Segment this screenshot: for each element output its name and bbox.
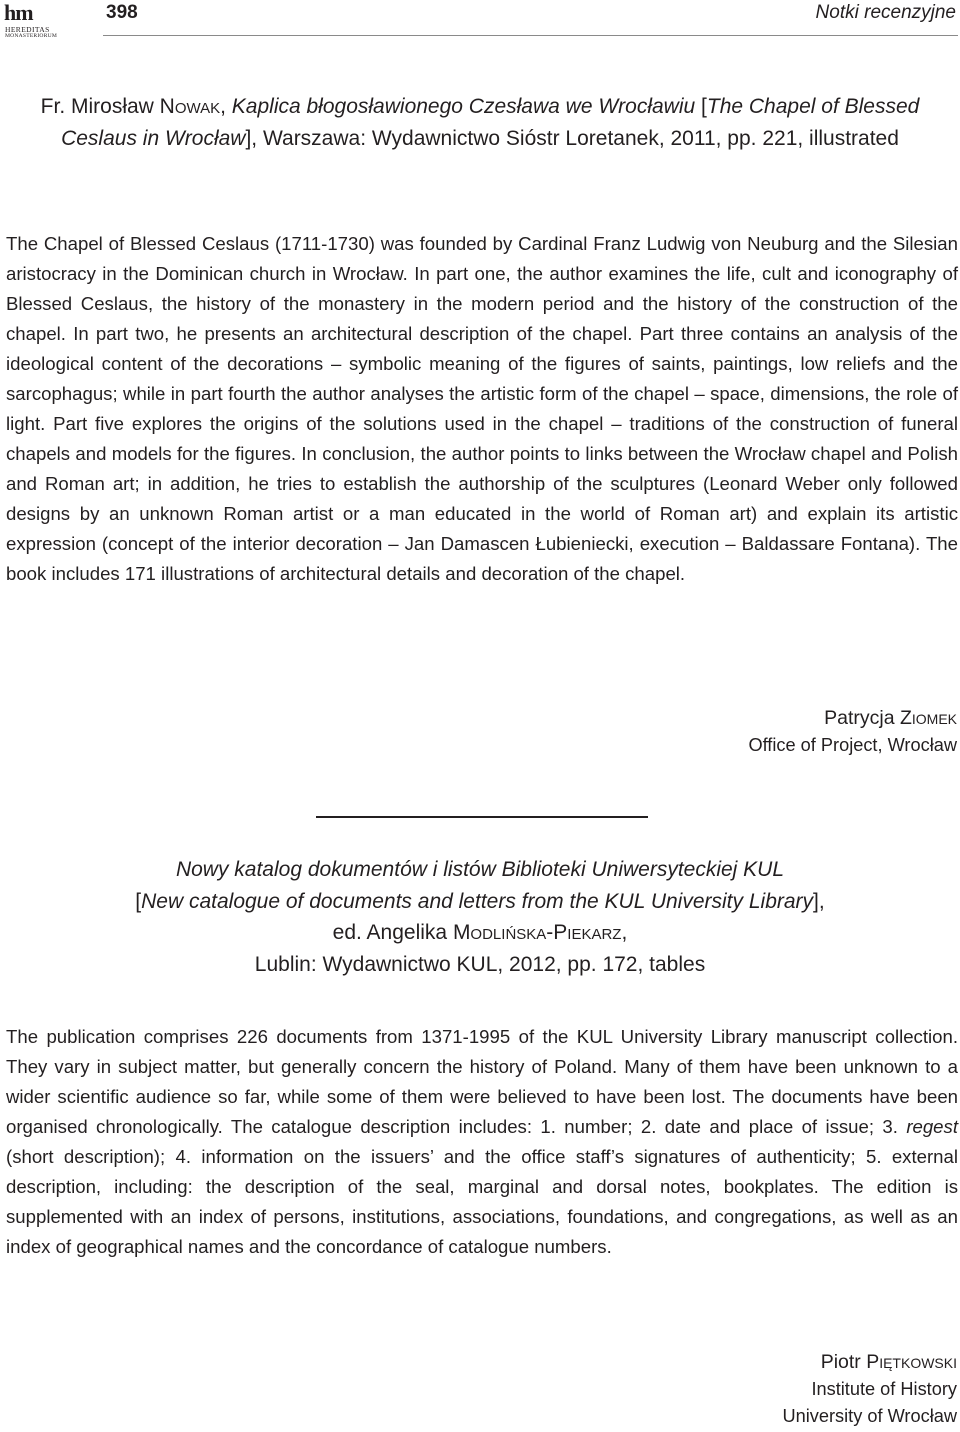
review1-publication: ], Warszawa: Wydawnictwo Sióstr Loretanek, 2011, pp. 221, illustrated: [245, 126, 899, 150]
page-header: [0, 0, 960, 40]
review1-author-prefix: Fr. Mirosław: [40, 95, 160, 118]
review2-title-polish: Nowy katalog dokumentów i listów Biblioteki Uniwersyteckiej KUL: [175, 858, 785, 881]
review1-reviewer-given: Patrycja: [824, 707, 900, 729]
logo-line-1: HEREDITAS: [5, 25, 50, 34]
review1-title: [40, 91, 920, 154]
review2-title: [40, 854, 920, 980]
logo-line-2: MONASTERIORUM: [5, 33, 58, 39]
review1-bracket-open: [: [695, 95, 707, 118]
review1-sep: ,: [220, 95, 232, 118]
review1-body: The Chapel of Blessed Ceslaus (1711-1730) was founded by Cardinal Franz Ludwig von Neuburg and the Silesian aristocracy in the Dominican church in Wrocław. In part one, the author examines the life, cult and iconography of Blessed Ceslaus, the history of the monastery in the modern period and the history of the construction of the chapel. In part two, he presents an architectural description of the chapel. Part three contains an analysis of the ideological content of the decorations – symbolic meaning of the figures of saints, paintings, low reliefs and the sarcophagus; while in part fourth the author analyses the artistic form of the chapel – space, dimensions, the role of light. Part five explores the origins of the solutions used in the chapel – traditions of the construction of funeral chapels and models for the figures. In conclusion, the author points to links between the Wrocław chapel and Polish and Roman art; in addition, he tries to establish the authorship of the sculptures (Leonard Weber only followed designs by an unknown Roman artist or a man educated in the world of Roman art) and explain its artistic expression (concept of the interior decoration – Jan Damascen Łubieniecki, execution – Baldassare Fontana). The book includes 171 illustrations of architectural details and decoration of the chapel.: [6, 233, 958, 584]
review2-title-english: New catalogue of documents and letters from the KUL University Library: [141, 889, 814, 913]
review1-title-english: The Chapel of Blessed Ceslaus in Wrocław: [61, 95, 920, 150]
review1-reviewer-surname: Ziomek: [899, 707, 957, 729]
review2-editor-suffix: ,: [621, 921, 628, 944]
review1-reviewer-name: [748, 705, 957, 732]
review2-reviewer-affiliation-1: Institute of History: [811, 1379, 957, 1399]
header-rule: [103, 35, 958, 36]
logo-mark: hm: [4, 0, 33, 25]
hereditas-monasteriorum-logo: [4, 2, 66, 38]
review2-body: [6, 1022, 958, 1262]
review2-signature: [782, 1349, 957, 1430]
review1-signature: [748, 705, 957, 759]
review2-body-part1: The publication comprises 226 documents from 1371-1995 of the KUL University Library manuscript collection. They vary in subject matter, but generally concern the history of Poland. Many of them have been unknown to a wider scientific audience so far, while some of them were believed to have been lost. The documents have been organised chronologically. The catalogue description includes: 1. number; 2. date and place of issue; 3.: [6, 1026, 958, 1137]
review1-reviewer-affiliation: Office of Project, Wrocław: [748, 735, 957, 755]
review2-editor-surname: Modlińska-Piekarz: [452, 921, 622, 944]
review2-reviewer-affiliation-2: University of Wrocław: [782, 1406, 957, 1426]
review2-reviewer-given: Piotr: [820, 1351, 867, 1373]
review2-reviewer-surname: Piętkowski: [866, 1351, 957, 1373]
page-number: 398: [106, 2, 138, 23]
running-head: Notki recenzyjne: [815, 2, 956, 23]
section-divider: [316, 816, 648, 818]
review2-editor-prefix: ed. Angelika: [332, 921, 453, 944]
review2-body-part2: (short description); 4. information on the issuers’ and the office staff’s signatures of authenticity; 5. external description, including: the description of the seal, marginal and dorsal notes, bookplates. The edition is supplemented with an index of persons, institutions, associations, foundations, and congregations, as well as an index of geographical names and the concordance of catalogue numbers.: [6, 1146, 958, 1257]
review2-bracket-close: ],: [813, 889, 825, 913]
review2-body-italic: regest: [906, 1116, 958, 1137]
review2-publication: Lublin: Wydawnictwo KUL, 2012, pp. 172, tables: [254, 952, 706, 976]
review2-reviewer-name: [782, 1349, 957, 1376]
review2-bracket-open: [: [135, 889, 142, 913]
review1-title-polish: Kaplica błogosławionego Czesława we Wrocławiu: [231, 95, 696, 118]
review1-author-surname: Nowak: [159, 95, 221, 118]
